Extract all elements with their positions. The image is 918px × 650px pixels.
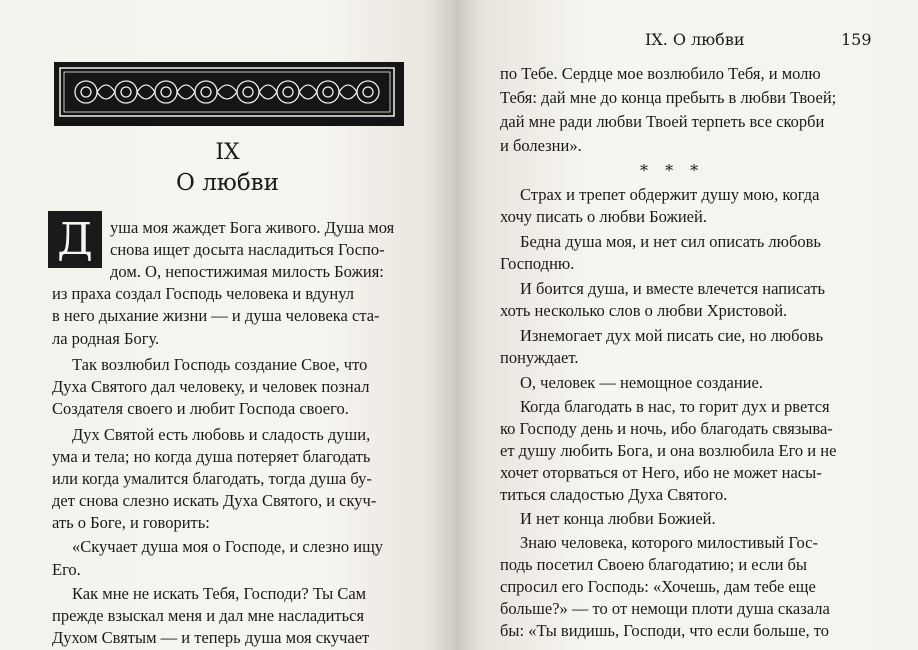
text-line: Страх и трепет обдержит душу мою, когда — [520, 185, 820, 204]
section-separator: * * * — [640, 161, 705, 180]
text-line: хочет оторваться от Него, ибо не может насы- — [500, 463, 822, 482]
text-line: И нет конца любви Божией. — [520, 509, 716, 528]
chapter-number: IX — [215, 140, 240, 165]
left-page — [0, 0, 455, 650]
chapter-title: О любви — [176, 170, 279, 196]
text-line: Духом Святым — и теперь душа моя скучает — [52, 627, 370, 647]
text-line: Духа Святого дал человеку, и человек познал — [52, 376, 370, 396]
text-line: Как мне не искать Тебя, Господи? Ты Сам — [72, 583, 367, 603]
text-line: Изнемогает дух мой писать сие, но любовь — [520, 326, 824, 345]
chapter-ornament-banner — [54, 62, 404, 126]
text-line: Так возлюбил Господь создание Свое, что — [72, 354, 368, 374]
text-line: и болезни». — [500, 136, 582, 155]
text-line: спросил его Господь: «Хочешь, дам тебе еще — [500, 577, 816, 596]
text-line: ет душу любить Бога, и она возлюбила Его и не — [500, 441, 837, 460]
text-line: Когда благодать в нас, то горит дух и рвется — [520, 397, 830, 416]
text-line: Бедна душа моя, и нет сил описать любовь — [520, 232, 821, 251]
text-line: Тебя: дай мне до конца пребыть в любви Твоей; — [500, 88, 837, 107]
text-line: прежде взыскал меня и дал мне насладиться — [52, 605, 365, 625]
text-line: или когда умалится благодать, тогда душа бу- — [52, 469, 372, 489]
text-line: Его. — [52, 559, 81, 579]
text-line: в него дыхание жизни — и душа человека ста- — [52, 306, 380, 326]
text-line: О, человек — немощное создание. — [520, 373, 763, 392]
drop-cap: Д — [48, 211, 102, 268]
text-line: снова ищет досыта насладиться Госпо- — [110, 240, 385, 260]
text-line: ума и тела; но когда душа потеряет благодать — [52, 447, 371, 466]
text-line: дай мне ради любви Твоей терпеть все скорби — [500, 112, 825, 131]
text-line: титься сладостью Духа Святого. — [500, 485, 728, 504]
text-line: хочу писать о любви Божией. — [500, 207, 707, 226]
text-line: дет снова слезно искать Духа Святого, и скуч- — [52, 491, 377, 511]
text-line: И боится душа, и вместе влечется написать — [520, 279, 826, 298]
text-line: Дух Святой есть любовь и сладость души, — [72, 424, 371, 444]
text-line: бы: «Ты видишь, Господи, что если больше, то — [500, 621, 830, 640]
text-line: уша моя жаждет Бога живого. Душа моя — [110, 218, 395, 237]
text-line: ать о Боге, и говорить: — [52, 513, 210, 533]
text-line: подь посетил Своею благодатию; и если бы — [500, 555, 808, 574]
ornament-pattern-icon — [56, 64, 398, 120]
page-number: 159 — [841, 30, 872, 49]
text-line: ла родная Богу. — [52, 328, 160, 348]
text-line: хоть несколько слов о любви Христовой. — [500, 301, 788, 320]
text-line: больше?» — то от немощи плоти душа сказала — [500, 599, 830, 618]
running-head: IX. О любви — [645, 30, 745, 49]
text-line: понуждает. — [500, 348, 579, 367]
text-line: по Тебе. Сердце мое возлюбило Тебя, и молю — [500, 64, 821, 83]
text-line: ко Господу день и ночь, ибо благодать связыва- — [500, 419, 833, 438]
text-line: Знаю человека, которого милостивый Гос- — [520, 533, 818, 552]
text-line: дом. О, непостижимая милость Божия: — [110, 262, 384, 282]
text-line: Господню. — [500, 254, 575, 273]
text-line: «Скучает душа моя о Господе, и слезно ищу — [72, 537, 384, 557]
text-line: Создателя своего и любит Господа своего. — [52, 398, 349, 418]
text-line: из праха создал Господь человека и вдунул — [52, 284, 355, 304]
